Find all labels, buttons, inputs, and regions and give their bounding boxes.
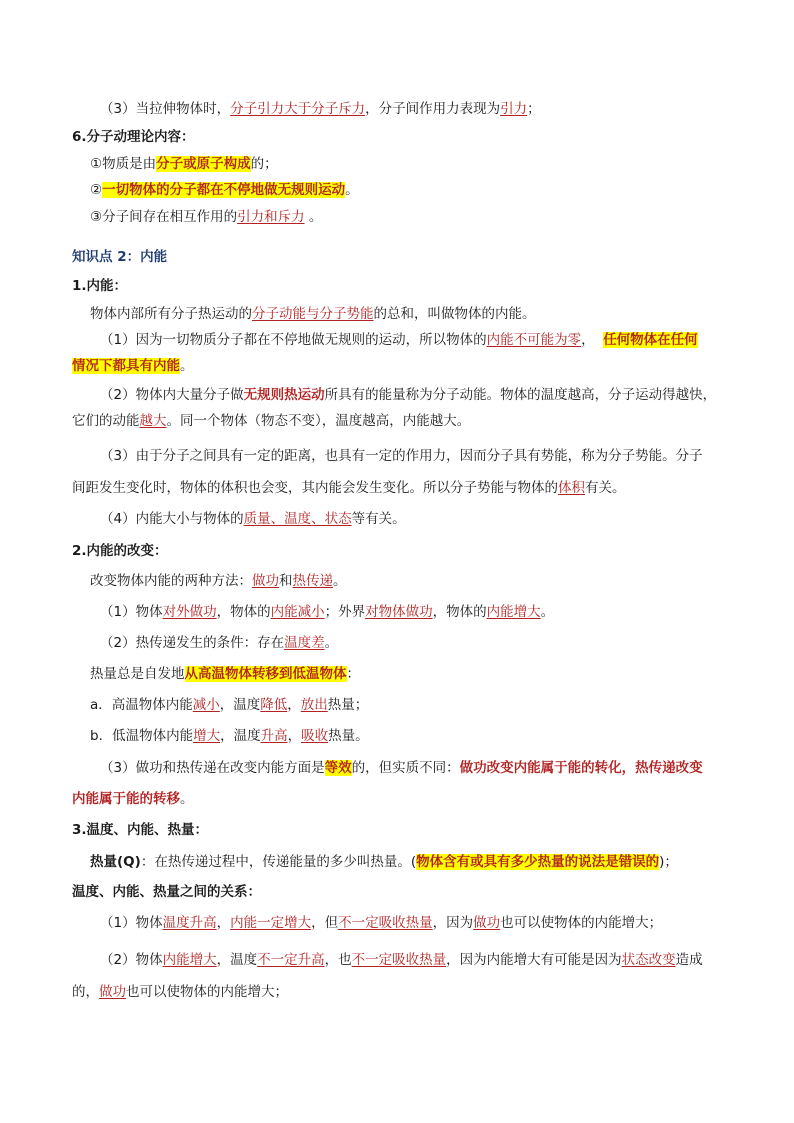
- equivalence-line-2: 内能属于能的转移。: [72, 791, 194, 807]
- two-methods: 改变物体内能的两种方法：做功和热传递。: [90, 573, 347, 589]
- work-line: （1）物体对外做功，物体的内能减小；外界对物体做功，物体的内能增大。: [100, 604, 555, 620]
- theory-item-2: ②一切物体的分子都在不停地做无规则运动。: [90, 182, 359, 198]
- point-4: （4）内能大小与物体的质量、温度、状态等有关。: [100, 511, 406, 527]
- heat-definition: 热量(Q)：在热传递过程中，传递能量的多少叫热量。(物体含有或具有多少热量的说法是错误的)；: [90, 854, 678, 870]
- definition-paragraph: 物体内部所有分子热运动的分子动能与分子势能的总和，叫做物体的内能。: [90, 306, 536, 322]
- equivalence-line-1: （3）做功和热传递在改变内能方面是等效的，但实质不同：做功改变内能属于能的转化，热传递改变: [100, 760, 703, 776]
- theory-item-3: ③分子间存在相互作用的引力和斥力 。: [90, 209, 323, 225]
- point-3-line-2: 间距发生变化时，物体的体积也会变，其内能会发生变化。所以分子势能与物体的体积有关。: [72, 480, 626, 496]
- section-molecular-theory: 6.分子动理论内容：: [72, 129, 195, 145]
- heat-direction: 热量总是自发地从高温物体转移到低温物体：: [90, 666, 360, 682]
- heat-transfer-condition: （2）热传递发生的条件：存在温度差。: [100, 635, 339, 651]
- theory-item-1: ①物质是由分子或原子构成的；: [90, 156, 278, 172]
- relation-1: （1）物体温度升高，内能一定增大，但不一定吸收热量，因为做功也可以使物体的内能增大；: [100, 915, 663, 931]
- section-internal-energy: 1.内能：: [72, 278, 128, 294]
- relationship-heading: 温度、内能、热量之间的关系：: [72, 884, 261, 900]
- point-2-line-2: 它们的动能越大。同一个物体（物态不变），温度越高，内能越大。: [72, 413, 471, 429]
- relation-2-line-1: （2）物体内能增大，温度不一定升高，也不一定吸收热量，因为内能增大有可能是因为状态改变造成: [100, 952, 703, 968]
- section-change-energy: 2.内能的改变：: [72, 543, 168, 559]
- line-pulling: （3）当拉伸物体时，分子引力大于分子斥力，分子间作用力表现为引力；: [100, 101, 541, 117]
- low-temp-item: b．低温物体内能增大，温度升高，吸收热量。: [90, 728, 369, 744]
- relation-2-line-2: 的，做功也可以使物体的内能增大；: [72, 984, 288, 1000]
- point-1-line-2: 情况下都具有内能。: [72, 358, 194, 374]
- section-temp-energy-heat: 3.温度、内能、热量：: [72, 822, 209, 838]
- point-1-line-1: （1）因为一切物质分子都在不停地做无规则的运动，所以物体的内能不可能为零， 任何物体在任何: [100, 332, 698, 348]
- high-temp-item: a．高温物体内能减小，温度降低，放出热量；: [90, 697, 369, 713]
- point-2-line-1: （2）物体内大量分子做无规则热运动所具有的能量称为分子动能。物体的温度越高，分子运动得越快，: [100, 387, 717, 403]
- knowledge-point-heading: 知识点 2：内能: [72, 249, 168, 265]
- point-3-line-1: （3）由于分子之间具有一定的距离，也具有一定的作用力，因而分子具有势能，称为分子势能。分子: [100, 448, 703, 464]
